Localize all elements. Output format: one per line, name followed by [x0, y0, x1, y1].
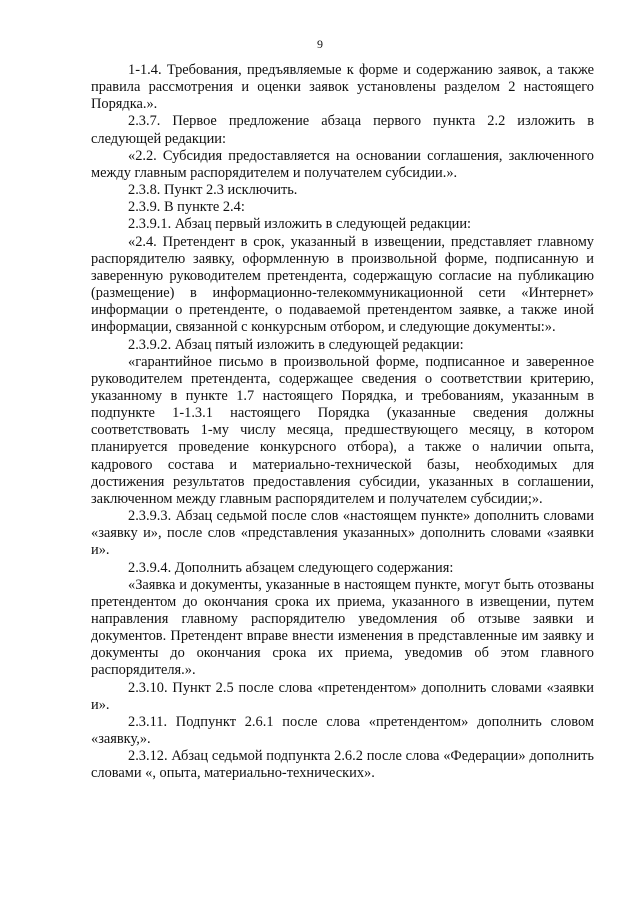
paragraph-2-3-8: 2.3.8. Пункт 2.3 исключить.: [128, 182, 298, 199]
paragraph-2-3-9-3: 2.3.9.3. Абзац седьмой после слов «настоящем пункте» дополнить словами «заявку и», после слов «представления указанных» дополнить словами «заявки и».: [91, 508, 594, 559]
paragraph-quote-application-withdrawal: «Заявка и документы, указанные в настоящем пункте, могут быть отозваны претендентом до окончания срока их приема, указанного в извещении, путем направления главному распорядителю уведомления об отзыве заявки и документов. Претендент вправе внести изменения в представленные им заявку и документы до окончания срока их приема, уведомив об этом главного распорядителя.».: [91, 576, 594, 679]
paragraph-2-3-7: 2.3.7. Первое предложение абзаца первого пункта 2.2 изложить в следующей редакции:: [91, 113, 594, 147]
paragraph-2-3-9: 2.3.9. В пункте 2.4:: [128, 199, 245, 216]
paragraph-2-3-11: 2.3.11. Подпункт 2.6.1 после слова «претендентом» дополнить словом «заявку,».: [91, 713, 594, 748]
paragraph-2-3-9-4: 2.3.9.4. Дополнить абзацем следующего содержания:: [128, 559, 454, 576]
paragraph-1-1-4: 1-1.4. Требования, предъявляемые к форме и содержанию заявок, а также правила рассмотрения и оценки заявок установлены разделом 2 настоящего Порядка.».: [91, 62, 594, 113]
paragraph-2-3-9-1: 2.3.9.1. Абзац первый изложить в следующей редакции:: [128, 216, 472, 233]
paragraph-2-3-10: 2.3.10. Пункт 2.5 после слова «претендентом» дополнить словами «заявки и».: [91, 679, 594, 713]
paragraph-quote-2-2: «2.2. Субсидия предоставляется на основании соглашения, заключенного между главным распорядителем и получателем субсидии.».: [91, 147, 594, 181]
paragraph-quote-2-4: «2.4. Претендент в срок, указанный в извещении, представляет главному распорядителю заявку, оформленную в произвольной форме, подписанную и заверенную руководителем претендента, содержащую согласие на публикацию (размещение) в информационно-телекоммуникационной сети «Интернет» информации о претенденте, о подаваемой претендентом заявке, а также иной информации, связанной с конкурсным отбором, и следующие документы:».: [91, 233, 594, 336]
page-number: 9: [317, 37, 323, 51]
paragraph-2-3-12: 2.3.12. Абзац седьмой подпункта 2.6.2 после слова «Федерации» дополнить словами «, опыта, материально-технических».: [91, 748, 594, 782]
document-body: [91, 62, 594, 783]
paragraph-quote-guarantee-letter: «гарантийное письмо в произвольной форме, подписанное и заверенное руководителем претендента, содержащее сведения о соответствии критерию, указанному в пункте 1.7 настоящего Порядка, и требованиям, указанным в подпункте 1-1.3.1 настоящего Порядка (указанные сведения должны соответствовать 1-му числу месяца, предшествующего месяцу, в котором планируется проведение конкурсного отбора), а также о наличии опыта, кадрового состава и материально-технической базы, необходимых для достижения результатов предоставления субсидии, указанных в соглашении, заключенном между главным распорядителем и получателем субсидии;».: [91, 353, 594, 507]
paragraph-2-3-9-2: 2.3.9.2. Абзац пятый изложить в следующей редакции:: [128, 336, 464, 353]
